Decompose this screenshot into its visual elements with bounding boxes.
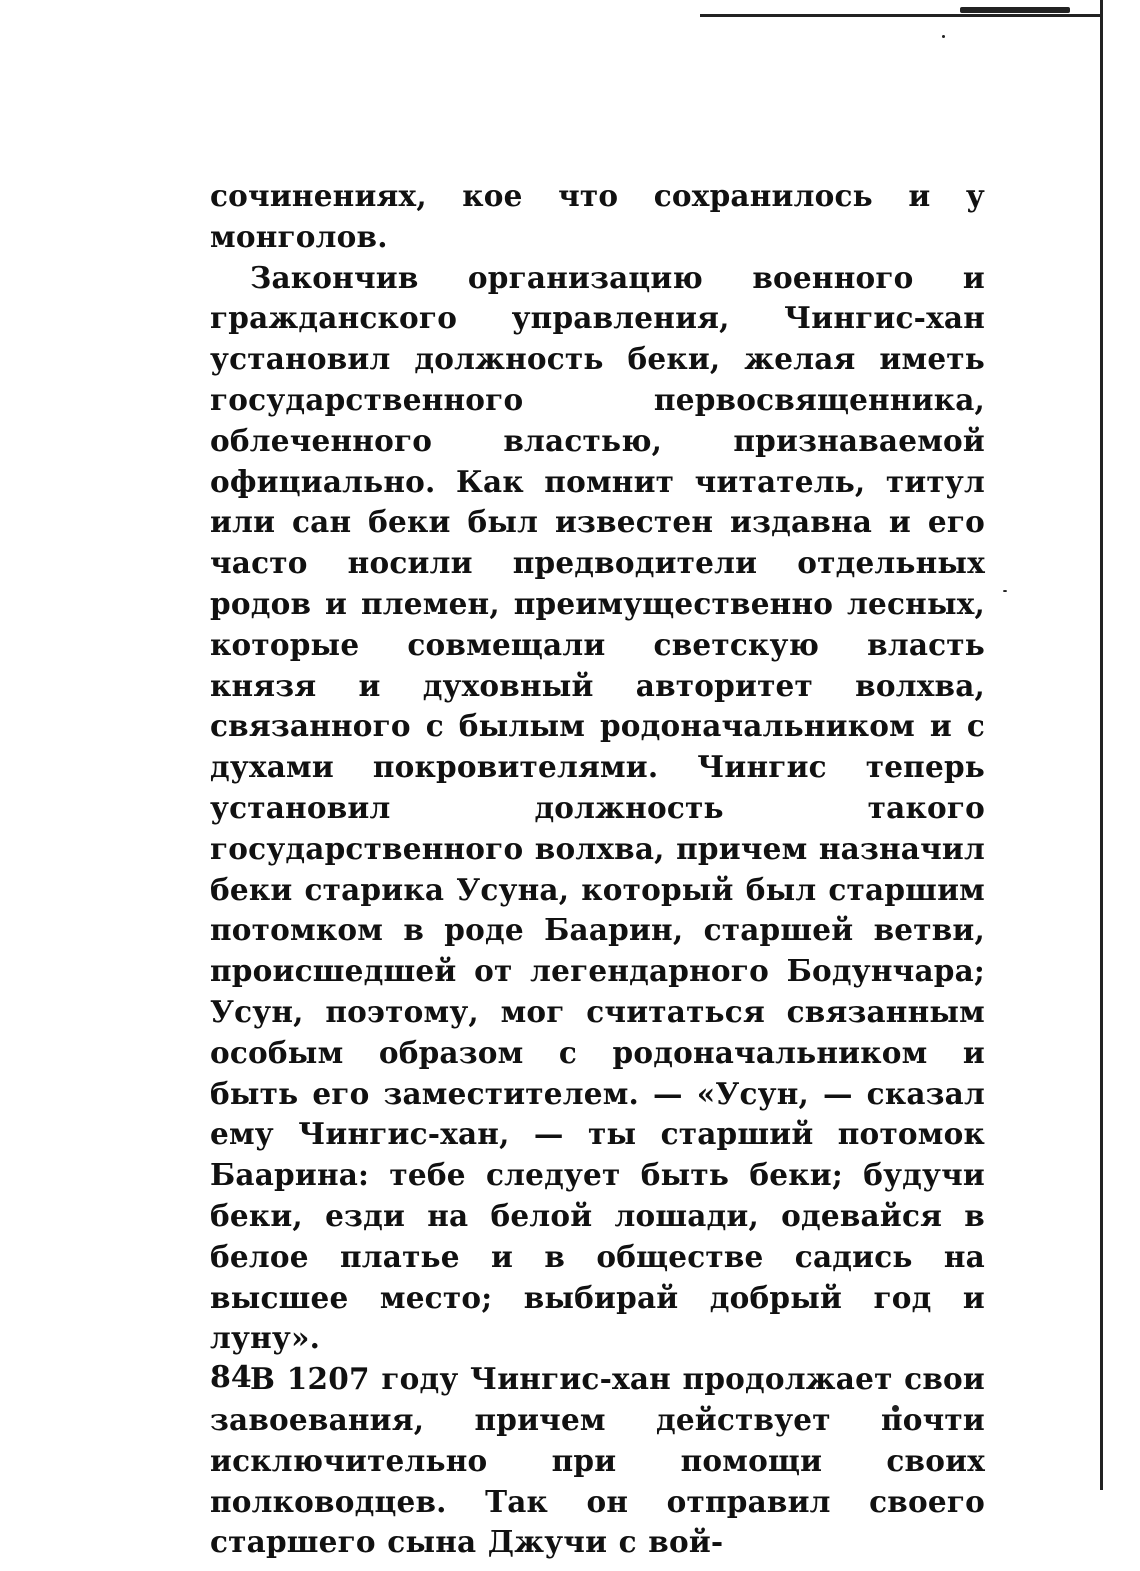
page-body	[210, 176, 985, 1563]
page-number: 84	[210, 1360, 252, 1395]
scan-edge-top-mark	[960, 7, 1070, 13]
paragraph-1207: В 1207 году Чингис-хан продолжает свои завоевания, причем действует почти исключительно при помощи своих полководцев. Так он отправил своего старшего сына Джучи с вой-	[210, 1361, 985, 1560]
scan-edge-right	[1100, 0, 1103, 1490]
paragraph-beki: Закончив организацию военного и гражданского управления, Чингис-хан установил должность беки, желая иметь государственного первосвященника, облеченного властью, признаваемой официально. Как помнит читатель, титул или сан беки был известен издавна и его часто носили предводители отдельных родов и племен, преимущественно лесных, которые совмещали светскую власть князя и духовный авторитет волхва, связанного с былым родоначальником и с духами покровителями. Чингис теперь установил должность такого государственного волхва, причем назначил беки старика Усуна, который был старшим потомком в роде Баарин, старшей ветви, происшедшей от легендарного Бодунчара; Усун, поэтому, мог считаться связанным особым образом с родоначальником и быть его заместителем. — «Усун, — сказал ему Чингис-хан, — ты старший потомок Баарина: тебе следует быть беки; будучи беки, езди на белой лошади, одевайся в белое платье и в обществе садись на высшее место; выбирай добрый год и луну».	[210, 259, 985, 1356]
paragraph-continuation: сочинениях, кое что сохранилось и у монголов.	[210, 178, 985, 254]
scan-speck	[942, 35, 945, 38]
scan-speck	[1003, 590, 1007, 592]
scan-edge-top	[700, 14, 1100, 17]
